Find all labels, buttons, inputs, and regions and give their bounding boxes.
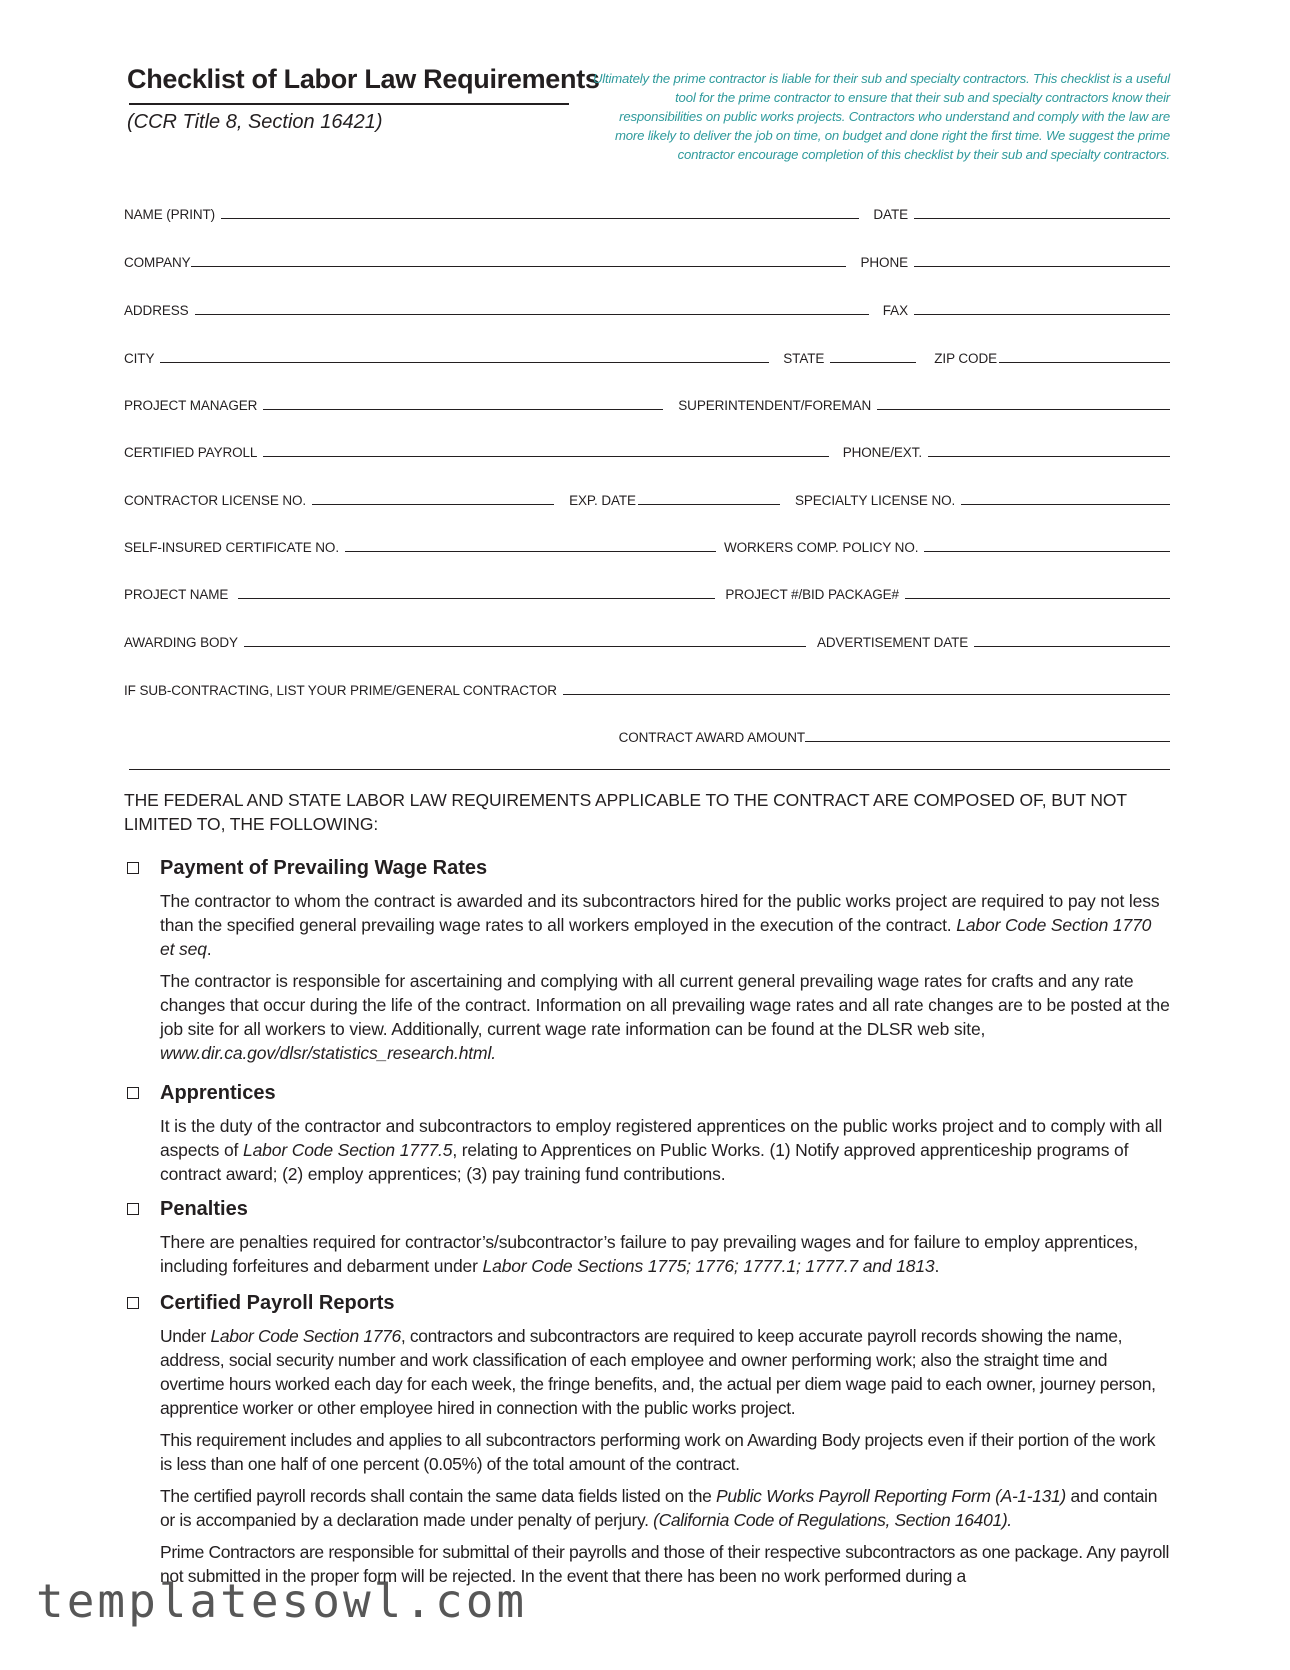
phone-ext-label: PHONE/EXT. <box>842 445 922 460</box>
sub-contracting-label: IF SUB-CONTRACTING, LIST YOUR PRIME/GENERAL CONTRACTOR <box>124 683 557 698</box>
exp-date-input[interactable] <box>638 490 780 505</box>
contractor-license-input[interactable] <box>312 490 554 505</box>
row-manager-superintendent <box>124 391 1170 413</box>
zip-input[interactable] <box>999 348 1170 363</box>
self-insured-input[interactable] <box>345 537 716 552</box>
row-contract-award <box>124 723 1170 745</box>
specialty-license-label: SPECIALTY LICENSE NO. <box>794 493 956 508</box>
name-input[interactable] <box>221 204 859 219</box>
address-label: ADDRESS <box>124 303 189 318</box>
project-number-label: PROJECT #/BID PACKAGE# <box>725 587 899 602</box>
awarding-body-label: AWARDING BODY <box>124 635 238 650</box>
name-label: NAME (PRINT) <box>124 207 216 222</box>
row-address-fax <box>124 296 1170 318</box>
company-label: COMPANY <box>124 255 191 270</box>
city-label: CITY <box>124 351 155 366</box>
apprentices-checkbox[interactable] <box>127 1087 139 1099</box>
advertisement-date-input[interactable] <box>974 632 1170 647</box>
certified-payroll-text-3: The certified payroll records shall contain the same data fields listed on the Public Works Payroll Reporting Form (A-1-131) and contain or is accompanied by a declaration made under penalty of perjury. (California Code of Regulations, Section 16401). <box>160 1486 1158 1530</box>
specialty-license-input[interactable] <box>961 490 1170 505</box>
certified-payroll-text-4: Prime Contractors are responsible for submittal of their payrolls and those of their respective subcontractors as one package. Any payroll not submitted in the proper form will be rejected. In the event that there has been no work performed during a <box>160 1542 1170 1586</box>
prevailing-wage-text-1: The contractor to whom the contract is awarded and its subcontractors hired for the public works project are required to pay not less than the specified general prevailing wage rates to all workers employed in the execution of the contract. Labor Code Section 1770 et seq. <box>160 891 1160 959</box>
advertisement-date-label: ADVERTISEMENT DATE <box>816 635 969 650</box>
date-label: DATE <box>873 207 908 222</box>
watermark: templatesowl.com <box>36 1574 528 1628</box>
certified-payroll-input[interactable] <box>263 442 828 457</box>
phone-input[interactable] <box>914 252 1170 267</box>
row-company-phone <box>124 248 1170 270</box>
contract-award-input[interactable] <box>805 727 1170 742</box>
row-prime-contractor <box>124 676 1170 698</box>
intro-note: Ultimately the prime contractor is liable for their sub and specialty contractors. This checklist is a useful tool for the prime contractor to ensure that their sub and specialty contractors know their responsibilities on public works projects. Contractors who understand and comply with the law are more likely to deliver the job on time, on budget and done right the first time. We suggest the prime contractor encourage completion of this checklist by their sub and specialty contractors. <box>592 71 1170 162</box>
fax-label: FAX <box>882 303 908 318</box>
title-underline <box>129 103 569 105</box>
phone-label: PHONE <box>860 255 908 270</box>
penalties-title: Penalties <box>160 1198 248 1220</box>
form-title: Checklist of Labor Law Requirements <box>127 64 600 94</box>
penalties-text: There are penalties required for contractor’s/subcontractor’s failure to pay prevailing wages and for failure to employ apprentices, including forfeitures and debarment under Labor Code Sections 1775; 1776; 1777.1; 1777.7 and 1813. <box>160 1232 1138 1276</box>
row-name-date <box>124 200 1170 222</box>
project-manager-label: PROJECT MANAGER <box>124 398 258 413</box>
row-payroll-phone-ext <box>124 438 1170 460</box>
prevailing-wage-text-2: The contractor is responsible for ascertaining and complying with all current general prevailing wage rates for crafts and any rate changes that occur during the life of the contract. Information on all prevailing wage rates and all rate changes are to be posted at the job site for all workers to view. Additionally, current wage rate information can be found at the DLSR web site, www.dir.ca.gov/dlsr/statistics_research.html. <box>160 971 1170 1063</box>
certified-payroll-title: Certified Payroll Reports <box>160 1292 395 1314</box>
certified-payroll-checkbox[interactable] <box>127 1297 139 1309</box>
project-name-input[interactable] <box>238 584 715 599</box>
contractor-license-label: CONTRACTOR LICENSE NO. <box>124 493 307 508</box>
superintendent-input[interactable] <box>877 395 1170 410</box>
workers-comp-label: WORKERS COMP. POLICY NO. <box>723 540 919 555</box>
penalties-checkbox[interactable] <box>127 1203 139 1215</box>
date-input[interactable] <box>914 204 1170 219</box>
apprentices-text: It is the duty of the contractor and subcontractors to employ registered apprentices on the public works project and to comply with all aspects of Labor Code Section 1777.5, relating to Apprentices on Public Works. (1) Notify approved apprenticeship programs of contract award; (2) employ apprentices; (3) pay training fund contributions. <box>160 1116 1163 1184</box>
state-input[interactable] <box>830 348 916 363</box>
prevailing-wage-title: Payment of Prevailing Wage Rates <box>160 857 488 879</box>
certified-payroll-text-2: This requirement includes and applies to all subcontractors performing work on Awarding Body projects even if their portion of the work is less than one half of one percent (0.05%) of the total amount of the contract. <box>160 1430 1156 1474</box>
row-city-state-zip <box>124 344 1170 366</box>
prevailing-wage-checkbox[interactable] <box>127 862 139 874</box>
phone-ext-input[interactable] <box>928 442 1170 457</box>
company-input[interactable] <box>191 252 847 267</box>
self-insured-label: SELF-INSURED CERTIFICATE NO. <box>124 540 339 555</box>
superintendent-label: SUPERINTENDENT/FOREMAN <box>678 398 872 413</box>
state-label: STATE <box>783 351 825 366</box>
section-divider <box>129 769 1170 770</box>
row-project <box>124 580 1170 602</box>
apprentices-title: Apprentices <box>160 1082 276 1104</box>
workers-comp-input[interactable] <box>924 537 1170 552</box>
address-input[interactable] <box>195 300 869 315</box>
row-licenses <box>124 486 1170 508</box>
project-manager-input[interactable] <box>263 395 663 410</box>
fax-input[interactable] <box>914 300 1170 315</box>
exp-date-label: EXP. DATE <box>569 493 636 508</box>
awarding-body-input[interactable] <box>244 632 806 647</box>
contract-award-label: CONTRACT AWARD AMOUNT <box>618 730 805 745</box>
zip-label: ZIP CODE <box>934 351 997 366</box>
row-awarding-body <box>124 628 1170 650</box>
row-insurance <box>124 533 1170 555</box>
project-name-label: PROJECT NAME <box>124 587 229 602</box>
city-input[interactable] <box>160 348 769 363</box>
prime-contractor-input[interactable] <box>563 680 1170 695</box>
dlsr-url: www.dir.ca.gov/dlsr/statistics_research.html. <box>160 1043 496 1063</box>
form-subtitle: (CCR Title 8, Section 16421) <box>127 111 383 133</box>
certified-payroll-label: CERTIFIED PAYROLL <box>124 445 258 460</box>
requirements-heading: THE FEDERAL AND STATE LABOR LAW REQUIREMENTS APPLICABLE TO THE CONTRACT ARE COMPOSED OF, BUT NOT LIMITED TO, THE FOLLOWING: <box>124 790 1127 834</box>
certified-payroll-text-1: Under Labor Code Section 1776, contractors and subcontractors are required to keep accurate payroll records showing the name, address, social security number and work classification of each employee and owner performing work; also the straight time and overtime hours worked each day for each week, the fringe benefits, and, the actual per diem wage paid to each owner, journey person, apprentice worker or other employee hired in connection with the public works project. <box>160 1326 1156 1418</box>
project-number-input[interactable] <box>905 584 1170 599</box>
